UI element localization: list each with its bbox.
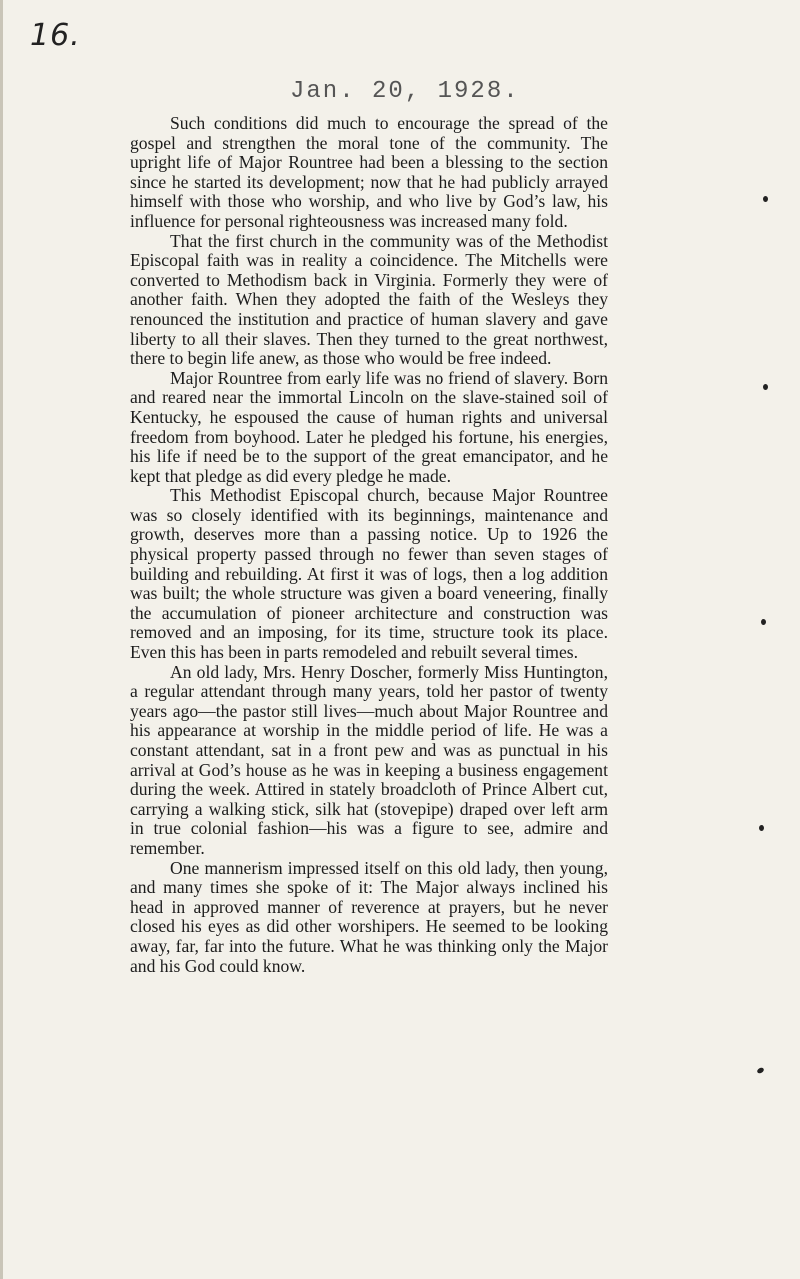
margin-dot-mark: [756, 1067, 765, 1075]
margin-dot-mark: [761, 619, 766, 625]
paragraph: Major Rountree from early life was no friend of slavery. Born and reared near the immortal Lincoln on the slave-stained soil of Kentucky, he espoused the cause of human rights and universal freedom from boyhood. Later he pledged his fortune, his energies, his life if need be to the support of the great emancipator, and he kept that pledge as did every pledge he made.: [130, 367, 608, 486]
paragraph: That the first church in the community was of the Methodist Episcopal faith was in reality a coincidence. The Mitchells were converted to Methodism back in Virginia. Formerly they were of another faith. When they adopted the faith of the Wesleys they renounced the institution and practice of human slavery and gave liberty to all their slaves. Then they turned to the great northwest, there to begin life anew, as those who would be free indeed.: [130, 230, 608, 369]
date-stamp: Jan. 20, 1928.: [290, 78, 520, 105]
paragraph: Such conditions did much to encourage the spread of the gospel and strengthen the moral tone of the community. The upright life of Major Rountree had been a blessing to the section since he started its development; now that he had publicly arrayed himself with those who worship, and who live by God’s law, his influence for personal righteousness was increased many fold.: [130, 113, 608, 231]
margin-dot-mark: [763, 196, 768, 202]
paragraph: This Methodist Episcopal church, because Major Rountree was so closely identified with its beginnings, maintenance and growth, deserves more than a passing notice. Up to 1926 the physical property passed through no fewer than seven stages of building and rebuilding. At first it was of logs, then a log addition was built; the whole structure was given a board veneering, finally the accumulation of pioneer architecture and construction was removed and an imposing, for its time, structure took its place. Even this has been in parts remodeled and rebuilt several times.: [130, 485, 608, 663]
margin-dot-mark: [763, 384, 768, 390]
article-body: [130, 114, 608, 976]
paragraph: An old lady, Mrs. Henry Doscher, formerly Miss Huntington, a regular attendant through many years, told her pastor of twenty years ago—the pastor still lives—much about Major Rountree and his appearance at worship in the middle period of life. He was a constant attendant, sat in a front pew and was as punctual in his arrival at God’s house as he was in keeping a business engagement during the week. Attired in stately broadcloth of Prince Albert cut, carrying a walking stick, silk hat (stovepipe) draped over left arm in true colonial fashion—his was a figure to see, admire and remember.: [130, 661, 608, 858]
page-edge: [0, 0, 3, 1279]
margin-dot-mark: [759, 825, 764, 831]
paragraph: One mannerism impressed itself on this old lady, then young, and many times she spoke of it: The Major always inclined his head in approved manner of reverence at prayers, but he never closed his eyes as did other worshipers. He seemed to be looking away, far, far into the future. What he was thinking only the Major and his God could know.: [130, 857, 608, 976]
handwritten-page-number: 16.: [30, 18, 81, 53]
